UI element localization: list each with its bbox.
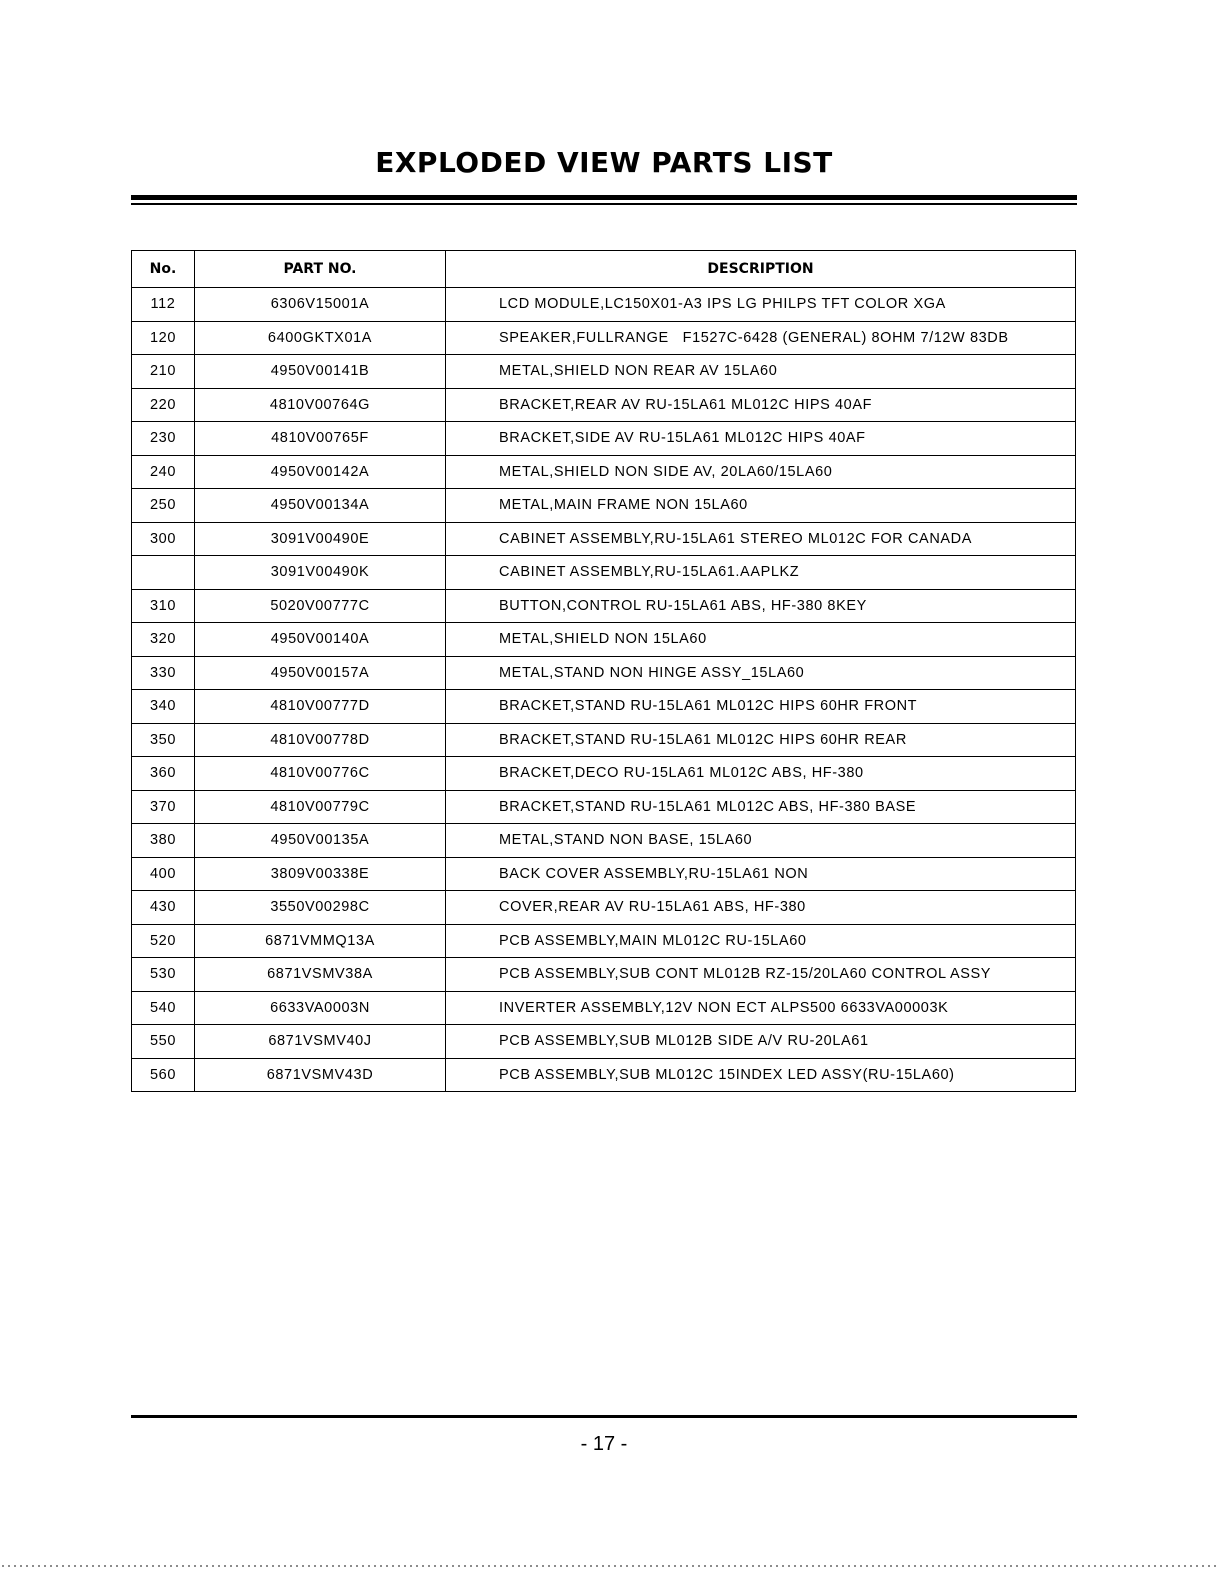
- table-header-row: [132, 251, 1076, 288]
- cell-part-no: 4950V00142A: [195, 455, 446, 489]
- cell-no: 310: [132, 589, 195, 623]
- table-row: [132, 723, 1076, 757]
- cell-description: BUTTON,CONTROL RU-15LA61 ABS, HF-380 8KEY: [446, 589, 1076, 623]
- cell-description: PCB ASSEMBLY,SUB ML012B SIDE A/V RU-20LA61: [446, 1025, 1076, 1059]
- cell-no: 220: [132, 388, 195, 422]
- header-no: No.: [132, 251, 195, 288]
- cell-part-no: 4950V00157A: [195, 656, 446, 690]
- table-row: [132, 857, 1076, 891]
- cell-no: 560: [132, 1058, 195, 1092]
- cell-no: 250: [132, 489, 195, 523]
- cell-part-no: 4810V00776C: [195, 757, 446, 791]
- cell-part-no: 4950V00140A: [195, 623, 446, 657]
- cell-part-no: 6871VSMV40J: [195, 1025, 446, 1059]
- cell-description: METAL,STAND NON HINGE ASSY_15LA60: [446, 656, 1076, 690]
- cell-part-no: 3809V00338E: [195, 857, 446, 891]
- cell-no: 350: [132, 723, 195, 757]
- table-row: [132, 790, 1076, 824]
- cell-description: METAL,SHIELD NON REAR AV 15LA60: [446, 355, 1076, 389]
- table-row: [132, 321, 1076, 355]
- table-row: [132, 1058, 1076, 1092]
- cell-part-no: 4950V00134A: [195, 489, 446, 523]
- table-row: [132, 522, 1076, 556]
- table-row: [132, 991, 1076, 1025]
- table-row: [132, 757, 1076, 791]
- table-row: [132, 422, 1076, 456]
- table-row: [132, 288, 1076, 322]
- cell-no: 230: [132, 422, 195, 456]
- cell-no: 530: [132, 958, 195, 992]
- table-row: [132, 455, 1076, 489]
- title-rule-thin: [131, 203, 1077, 205]
- cell-no: 520: [132, 924, 195, 958]
- cell-no: 400: [132, 857, 195, 891]
- cell-description: SPEAKER,FULLRANGE F1527C-6428 (GENERAL) 8OHM 7/12W 83DB: [446, 321, 1076, 355]
- cell-part-no: 3091V00490K: [195, 556, 446, 590]
- cell-description: CABINET ASSEMBLY,RU-15LA61 STEREO ML012C FOR CANADA: [446, 522, 1076, 556]
- cell-no: 300: [132, 522, 195, 556]
- cell-description: METAL,MAIN FRAME NON 15LA60: [446, 489, 1076, 523]
- cell-no: 540: [132, 991, 195, 1025]
- cell-part-no: 4810V00764G: [195, 388, 446, 422]
- parts-table-body: [132, 288, 1076, 1092]
- cell-no: 370: [132, 790, 195, 824]
- table-row: [132, 958, 1076, 992]
- table-row: [132, 824, 1076, 858]
- page-title: EXPLODED VIEW PARTS LIST: [375, 146, 833, 179]
- cell-no: [132, 556, 195, 590]
- bottom-dotted-edge: [0, 1565, 1220, 1567]
- cell-part-no: 5020V00777C: [195, 589, 446, 623]
- cell-part-no: 4950V00135A: [195, 824, 446, 858]
- cell-description: PCB ASSEMBLY,SUB CONT ML012B RZ-15/20LA60 CONTROL ASSY: [446, 958, 1076, 992]
- header-description: DESCRIPTION: [446, 251, 1076, 288]
- cell-description: BRACKET,STAND RU-15LA61 ML012C HIPS 60HR FRONT: [446, 690, 1076, 724]
- table-row: [132, 388, 1076, 422]
- cell-no: 360: [132, 757, 195, 791]
- cell-description: BRACKET,STAND RU-15LA61 ML012C HIPS 60HR REAR: [446, 723, 1076, 757]
- table-row: [132, 589, 1076, 623]
- cell-part-no: 4950V00141B: [195, 355, 446, 389]
- cell-description: METAL,STAND NON BASE, 15LA60: [446, 824, 1076, 858]
- table-row: [132, 891, 1076, 925]
- header-part-no: PART NO.: [195, 251, 446, 288]
- cell-description: METAL,SHIELD NON 15LA60: [446, 623, 1076, 657]
- cell-description: BACK COVER ASSEMBLY,RU-15LA61 NON: [446, 857, 1076, 891]
- cell-part-no: 6400GKTX01A: [195, 321, 446, 355]
- table-row: [132, 489, 1076, 523]
- page-number: - 17 -: [580, 1433, 628, 1455]
- cell-part-no: 6633VA0003N: [195, 991, 446, 1025]
- cell-no: 380: [132, 824, 195, 858]
- table-row: [132, 924, 1076, 958]
- cell-description: BRACKET,REAR AV RU-15LA61 ML012C HIPS 40AF: [446, 388, 1076, 422]
- cell-part-no: 6871VSMV38A: [195, 958, 446, 992]
- cell-description: BRACKET,SIDE AV RU-15LA61 ML012C HIPS 40AF: [446, 422, 1076, 456]
- footer-rule: [131, 1415, 1077, 1418]
- cell-part-no: 4810V00779C: [195, 790, 446, 824]
- cell-part-no: 3091V00490E: [195, 522, 446, 556]
- table-row: [132, 355, 1076, 389]
- cell-description: METAL,SHIELD NON SIDE AV, 20LA60/15LA60: [446, 455, 1076, 489]
- parts-table: [131, 250, 1076, 1092]
- table-row: [132, 556, 1076, 590]
- table-row: [132, 1025, 1076, 1059]
- cell-no: 112: [132, 288, 195, 322]
- cell-no: 430: [132, 891, 195, 925]
- cell-part-no: 3550V00298C: [195, 891, 446, 925]
- cell-description: BRACKET,STAND RU-15LA61 ML012C ABS, HF-380 BASE: [446, 790, 1076, 824]
- table-row: [132, 690, 1076, 724]
- cell-part-no: 4810V00765F: [195, 422, 446, 456]
- cell-description: LCD MODULE,LC150X01-A3 IPS LG PHILPS TFT COLOR XGA: [446, 288, 1076, 322]
- cell-part-no: 6306V15001A: [195, 288, 446, 322]
- cell-description: CABINET ASSEMBLY,RU-15LA61.AAPLKZ: [446, 556, 1076, 590]
- cell-no: 340: [132, 690, 195, 724]
- cell-no: 320: [132, 623, 195, 657]
- cell-part-no: 4810V00777D: [195, 690, 446, 724]
- cell-description: COVER,REAR AV RU-15LA61 ABS, HF-380: [446, 891, 1076, 925]
- cell-description: PCB ASSEMBLY,SUB ML012C 15INDEX LED ASSY(RU-15LA60): [446, 1058, 1076, 1092]
- cell-part-no: 4810V00778D: [195, 723, 446, 757]
- cell-no: 120: [132, 321, 195, 355]
- cell-no: 210: [132, 355, 195, 389]
- cell-description: PCB ASSEMBLY,MAIN ML012C RU-15LA60: [446, 924, 1076, 958]
- cell-no: 330: [132, 656, 195, 690]
- cell-description: INVERTER ASSEMBLY,12V NON ECT ALPS500 6633VA00003K: [446, 991, 1076, 1025]
- cell-part-no: 6871VSMV43D: [195, 1058, 446, 1092]
- cell-description: BRACKET,DECO RU-15LA61 ML012C ABS, HF-380: [446, 757, 1076, 791]
- cell-no: 550: [132, 1025, 195, 1059]
- title-rule-thick: [131, 195, 1077, 200]
- table-row: [132, 656, 1076, 690]
- cell-no: 240: [132, 455, 195, 489]
- cell-part-no: 6871VMMQ13A: [195, 924, 446, 958]
- table-row: [132, 623, 1076, 657]
